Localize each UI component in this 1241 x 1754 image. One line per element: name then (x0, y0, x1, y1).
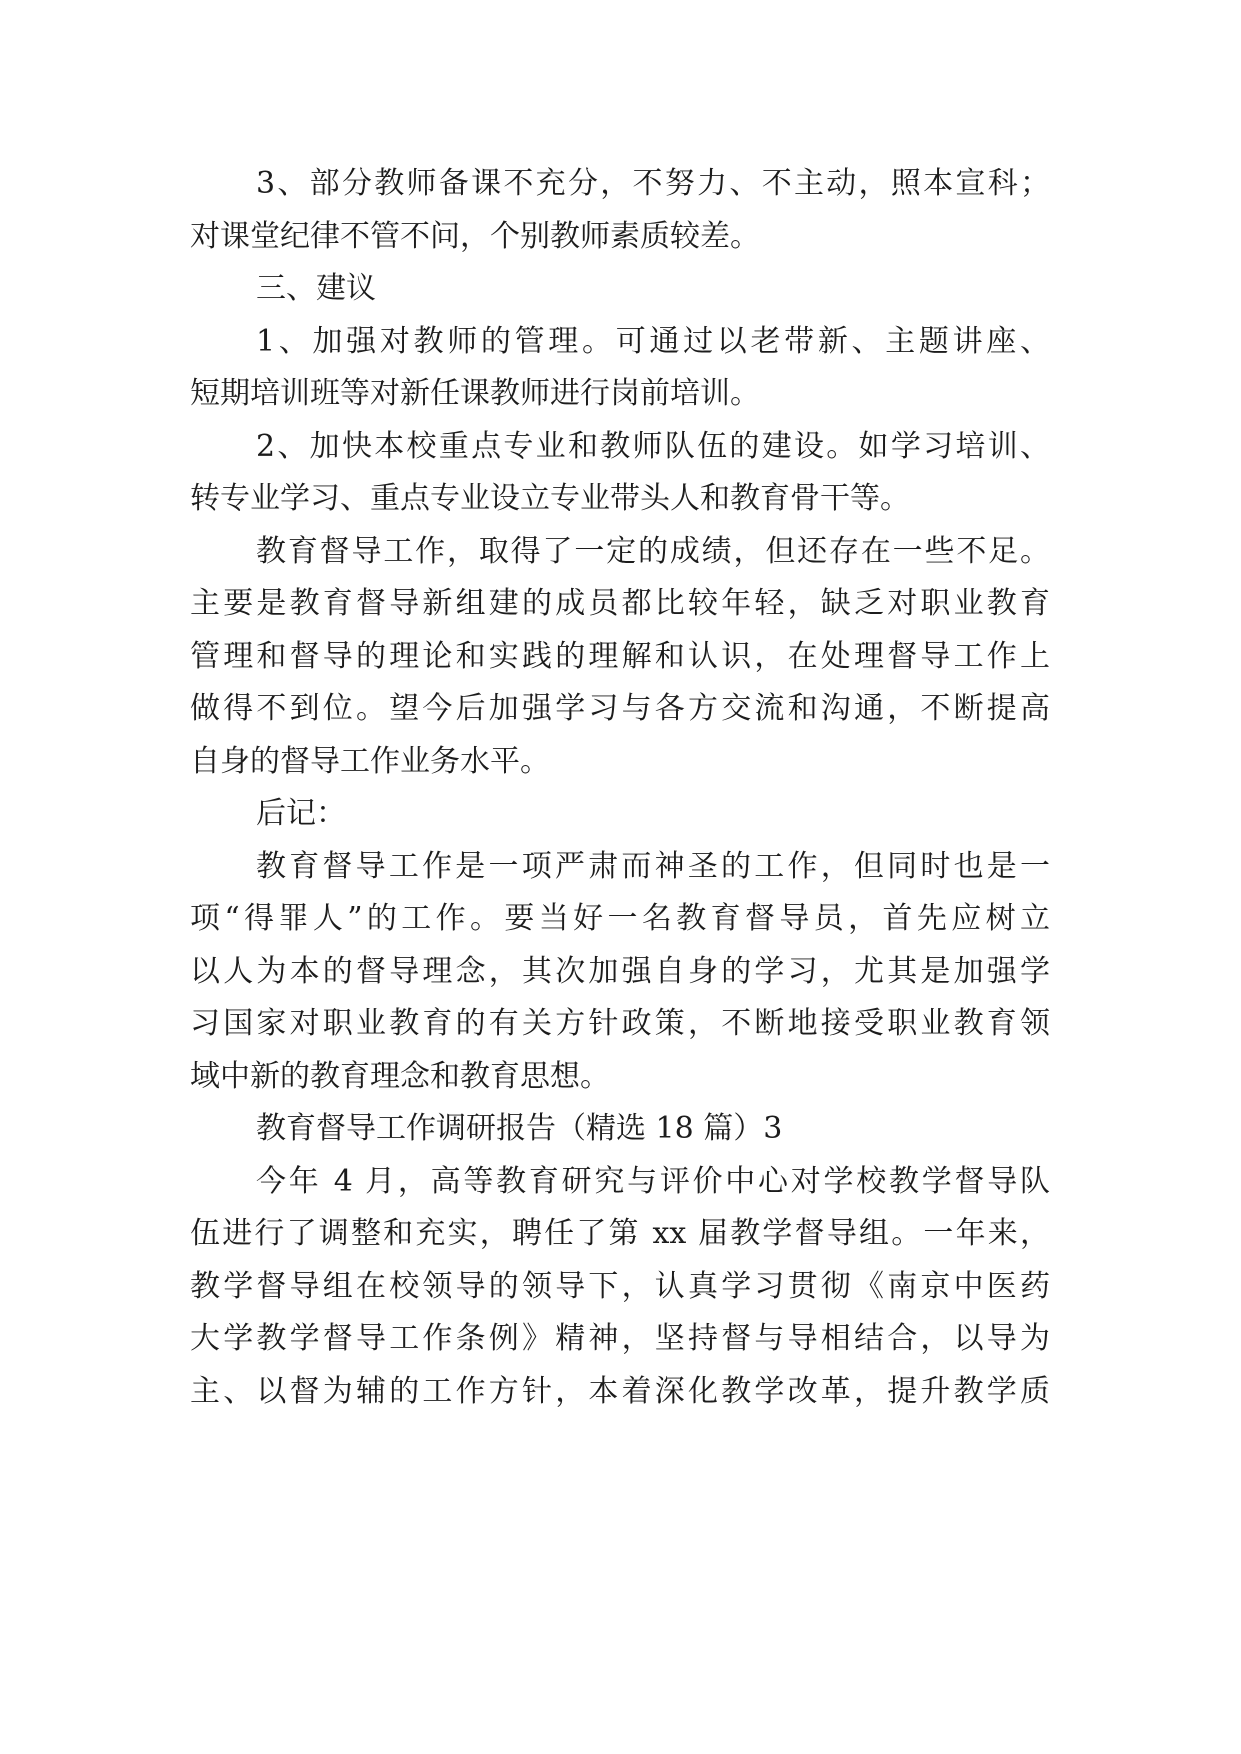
text-line: 短期培训班等对新任课教师进行岗前培训。 (190, 376, 760, 411)
text-line: 以人为本的督导理念，其次加强自身的学习，尤其是加强学 (190, 953, 1050, 989)
text-line: 教育督导工作，取得了一定的成绩，但还存在一些不足。 (256, 533, 1050, 569)
document-body (190, 158, 1050, 1418)
text-line: 域中新的教育理念和教育思想。 (190, 1058, 610, 1094)
text-line: 项“得罪人”的工作。要当好一名教育督导员，首先应树立 (190, 901, 1050, 936)
text-line: 1、加强对教师的管理。可通过以老带新、主题讲座、 (256, 323, 1050, 359)
text-line: 管理和督导的理论和实践的理解和认识，在处理督导工作上 (190, 638, 1050, 674)
text-line: 大学教学督导工作条例》精神，坚持督与导相结合，以导为 (190, 1321, 1050, 1356)
section-heading: 三、建议 (256, 271, 376, 306)
section-heading: 教育督导工作调研报告（精选 18 篇）3 (256, 1111, 783, 1146)
text-line: 做得不到位。望今后加强学习与各方交流和沟通，不断提高 (190, 691, 1050, 726)
text-line: 对课堂纪律不管不问，个别教师素质较差。 (190, 218, 760, 254)
text-line: 自身的督导工作业务水平。 (190, 743, 550, 779)
text-line: 习国家对职业教育的有关方针政策，不断地接受职业教育领 (190, 1006, 1050, 1041)
text-line: 今年 4 月，高等教育研究与评价中心对学校教学督导队 (256, 1163, 1050, 1199)
text-line: 教学督导组在校领导的领导下，认真学习贯彻《南京中医药 (190, 1268, 1050, 1304)
text-line: 主要是教育督导新组建的成员都比较年轻，缺乏对职业教育 (190, 586, 1050, 621)
text-line: 教育督导工作是一项严肃而神圣的工作，但同时也是一 (256, 848, 1050, 884)
text-line: 伍进行了调整和充实，聘任了第 xx 届教学督导组。一年来， (190, 1216, 1050, 1251)
section-heading: 后记： (256, 796, 346, 831)
text-line: 3、部分教师备课不充分，不努力、不主动，照本宣科； (256, 166, 1050, 201)
text-line: 主、以督为辅的工作方针，本着深化教学改革，提升教学质 (190, 1373, 1050, 1409)
text-line: 2、加快本校重点专业和教师队伍的建设。如学习培训、 (256, 428, 1050, 464)
text-line: 转专业学习、重点专业设立专业带头人和教育骨干等。 (190, 481, 910, 516)
